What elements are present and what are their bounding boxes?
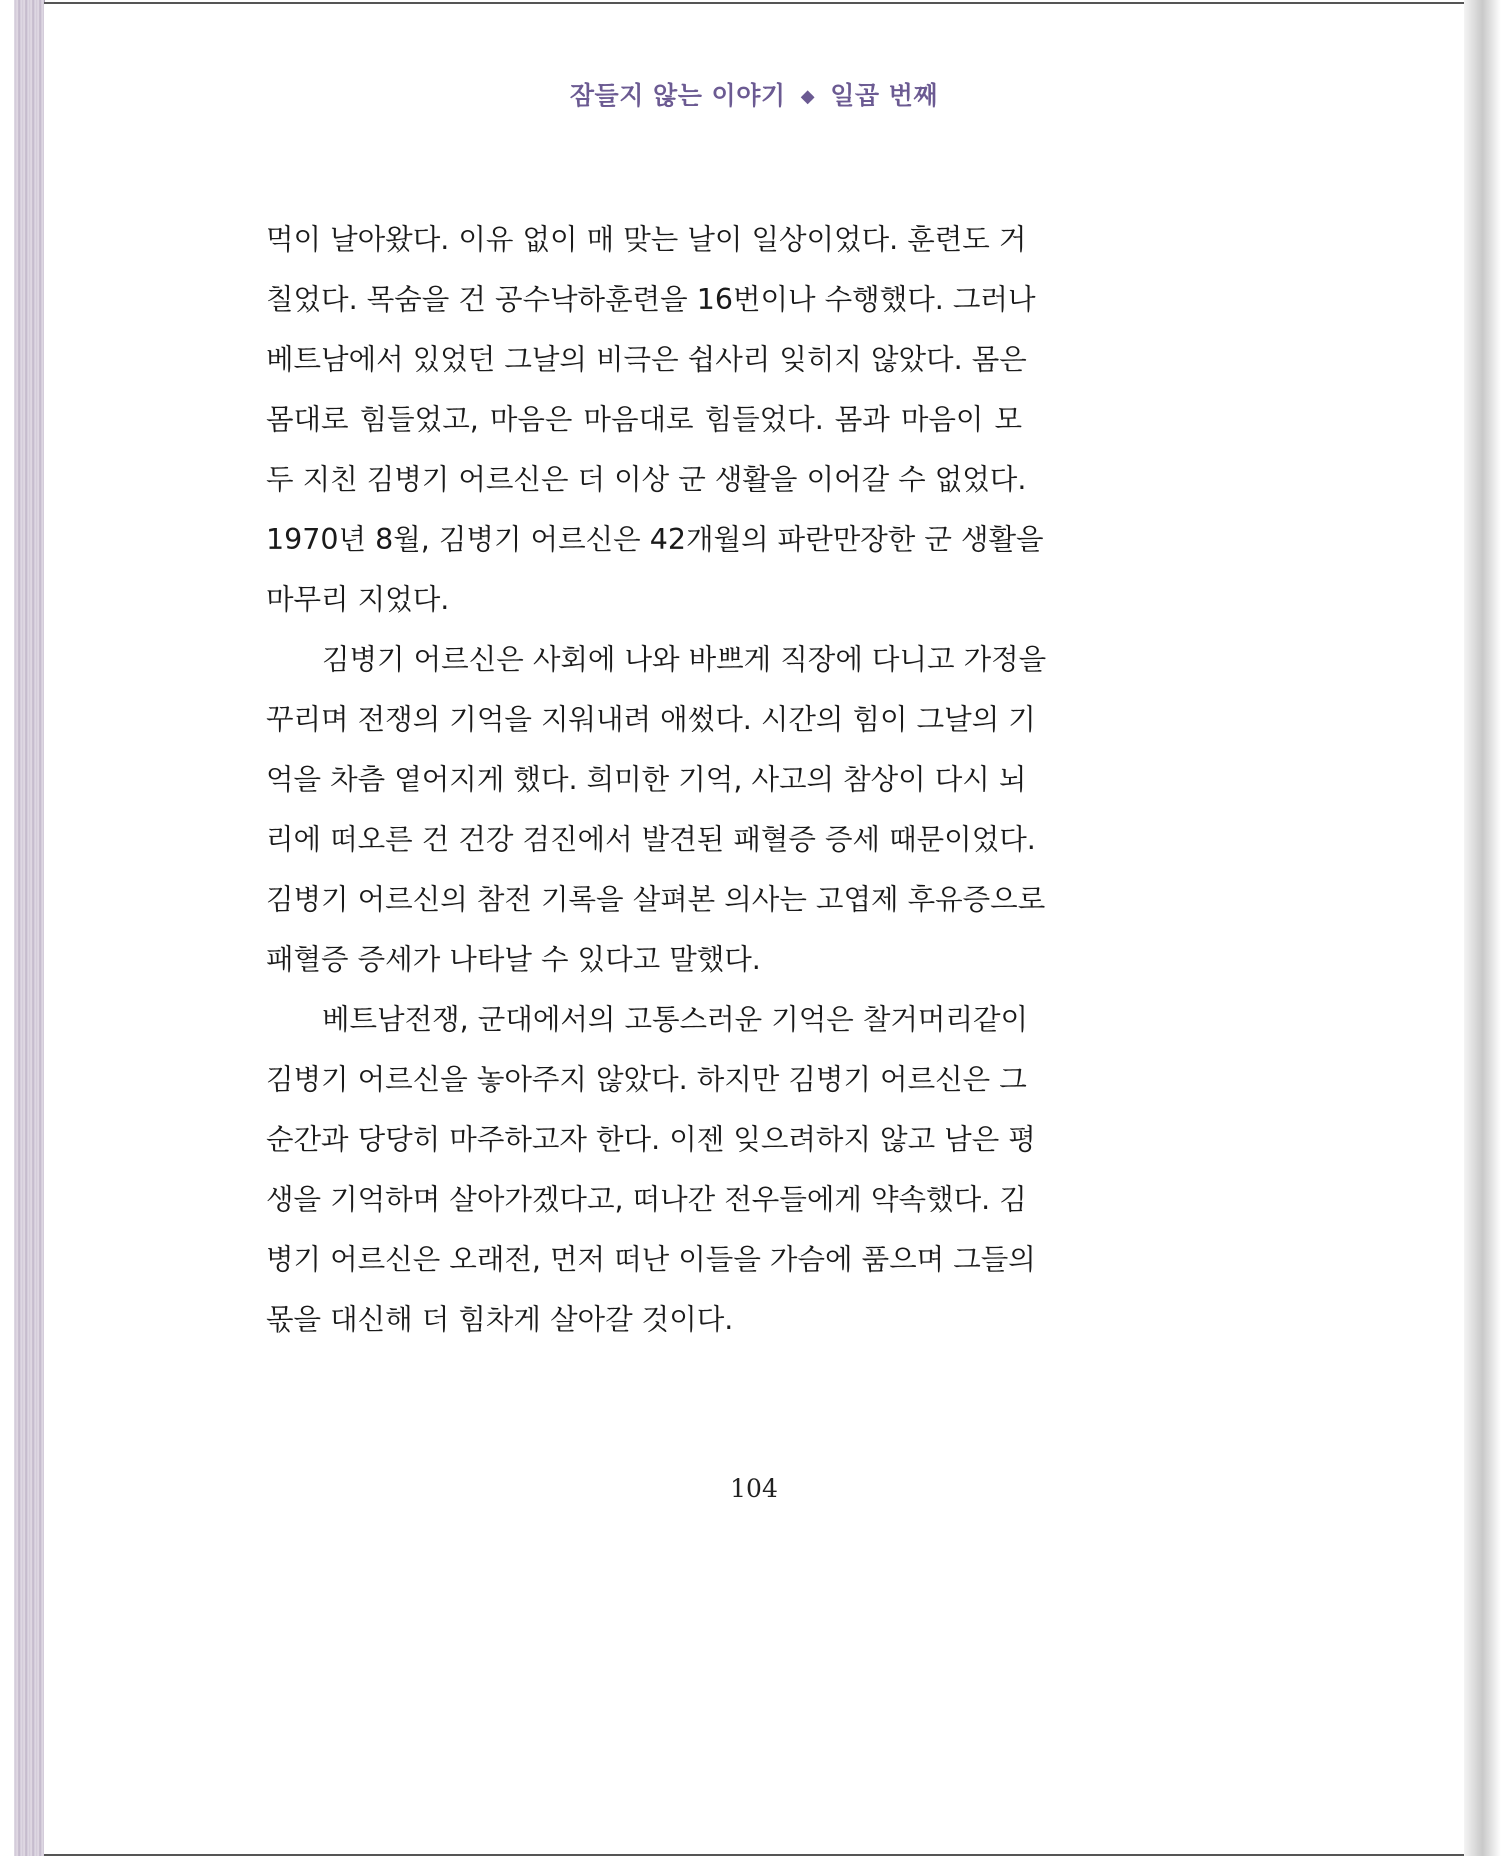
text-line: 베트남에서 있었던 그날의 비극은 쉽사리 잊히지 않았다. 몸은 [266,343,1027,376]
text-line: 억을 차츰 옅어지게 했다. 희미한 기억, 사고의 참상이 다시 뇌 [266,763,1027,796]
paragraph-2 [266,630,1047,990]
text-line: 두 지친 김병기 어르신은 더 이상 군 생활을 이어갈 수 없었다. [266,463,1027,496]
text-line: 순간과 당당히 마주하고자 한다. 이젠 잊으려하지 않고 남은 평 [266,1123,1036,1156]
text-line: 칠었다. 목숨을 건 공수낙하훈련을 16번이나 수행했다. 그러나 [266,283,1036,316]
running-head [44,76,1464,112]
text-line: 1970년 8월, 김병기 어르신은 42개월의 파란만장한 군 생활을 [266,523,1044,556]
text-line: 몸대로 힘들었고, 마음은 마음대로 힘들었다. 몸과 마음이 모 [266,403,1022,436]
text-line: 패혈증 증세가 나타날 수 있다고 말했다. [266,943,761,976]
text-line: 먹이 날아왔다. 이유 없이 매 맞는 날이 일상이었다. 훈련도 거 [266,223,1027,256]
paragraph-1 [266,210,1044,630]
text-line: 몫을 대신해 더 힘차게 살아갈 것이다. [266,1303,734,1336]
text-line: 김병기 어르신의 참전 기록을 살펴본 의사는 고엽제 후유증으로 [266,883,1046,916]
page-number: 104 [730,1474,778,1503]
book-page-edges [14,0,45,1856]
diamond-separator-icon: ◆ [800,86,816,107]
text-line: 꾸리며 전쟁의 기억을 지워내려 애썼다. 시간의 힘이 그날의 기 [266,703,1036,736]
page-gutter-shadow [1464,0,1501,1856]
text-line: 병기 어르신은 오래전, 먼저 떠난 이들을 가슴에 품으며 그들의 [266,1243,1036,1276]
text-line: 생을 기억하며 살아가겠다고, 떠나간 전우들에게 약속했다. 김 [266,1183,1027,1216]
running-head-title: 잠들지 않는 이야기 [569,81,786,110]
text-line: 베트남전쟁, 군대에서의 고통스러운 기억은 찰거머리같이 [322,1003,1029,1036]
running-head-section: 일곱 번째 [830,81,939,110]
paragraph-3 [266,990,1036,1350]
text-line: 김병기 어르신은 사회에 나와 바쁘게 직장에 다니고 가정을 [322,643,1047,676]
text-line: 리에 떠오른 건 건강 검진에서 발견된 패혈증 증세 때문이었다. [266,823,1036,856]
page-edge-outer [0,0,14,1856]
body-text [266,210,1047,1350]
text-line: 마무리 지었다. [266,583,450,616]
text-line: 김병기 어르신을 놓아주지 않았다. 하지만 김병기 어르신은 그 [266,1063,1027,1096]
book-page [44,2,1464,1856]
